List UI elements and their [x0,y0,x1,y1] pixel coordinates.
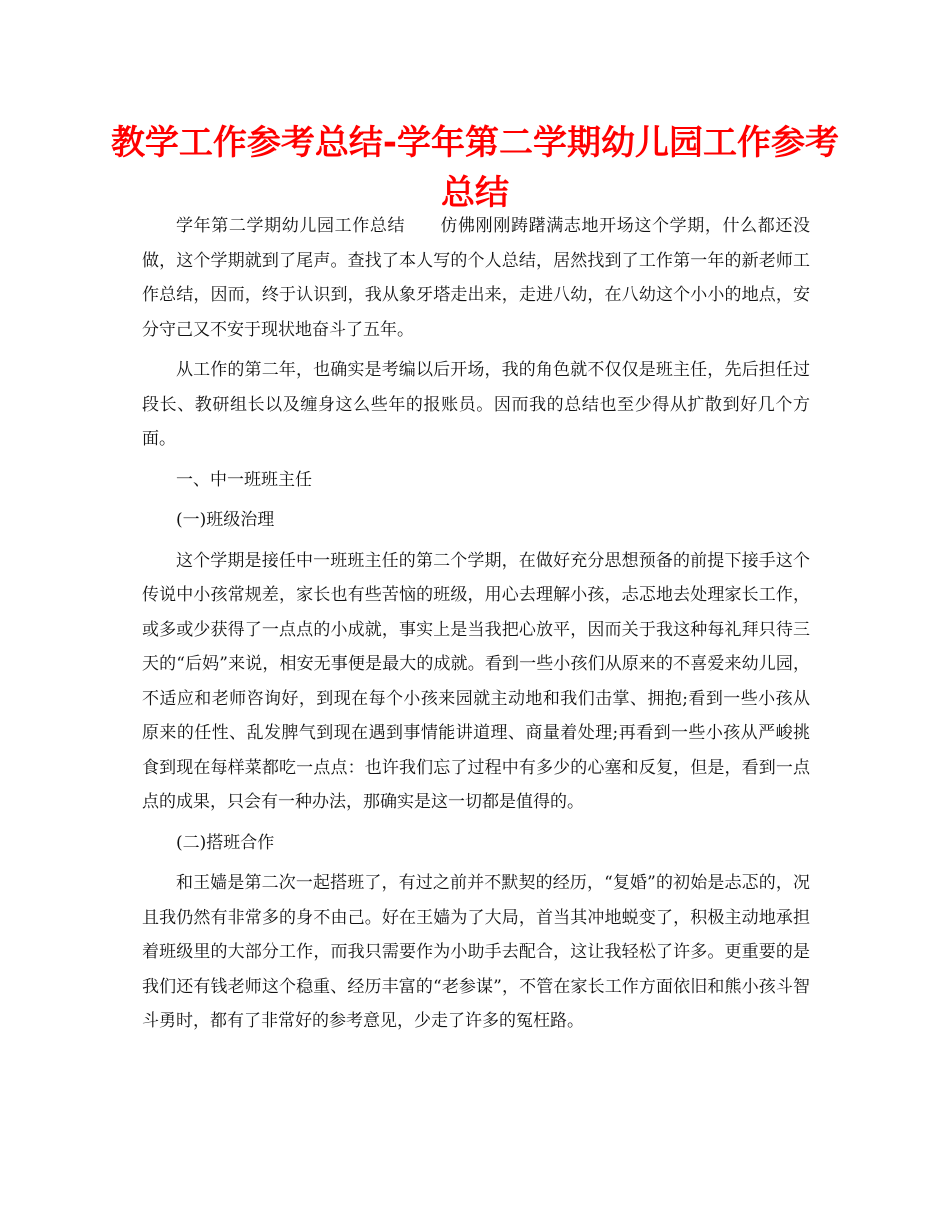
paragraph-class-management: 这个学期是接任中一班班主任的第二个学期，在做好充分思想预备的前提下接手这个传说中小孩常规差，家长也有些苦恼的班级，用心去理解小孩，忐忑地去处理家长工作，或多或少获得了一点点的小成就，事实上是当我把心放平，因而关于我这种每礼拜只待三天的“后妈”来说，相安无事便是最大的成就。看到一些小孩们从原来的不喜爱来幼儿园，不适应和老师咨询好，到现在每个小孩来园就主动地和我们击掌、拥抱;看到一些小孩从原来的任性、乱发脾气到现在遇到事情能讲道理、商量着处理;再看到一些小孩从严峻挑食到现在每样菜都吃一点点：也许我们忘了过程中有多少的心塞和反复，但是，看到一点点的成果，只会有一种办法，那确实是这一切都是值得的。 [142,550,810,812]
paragraph-roles: 从工作的第二年，也确实是考编以后开场，我的角色就不仅仅是班主任，先后担任过段长、教研组长以及缠身这么些年的报账员。因而我的总结也至少得从扩散到好几个方面。 [142,360,810,449]
subsection-heading-co-teaching: (二)搭班合作 [176,832,275,853]
paragraph-intro: 学年第二学期幼儿园工作总结 仿佛刚刚踌躇满志地开场这个学期，什么都还没做，这个学期就到了尾声。查找了本人写的个人总结，居然找到了工作第一年的新老师工作总结，因而，终于认识到，我从象牙塔走出来，走进八幼，在八幼这个小小的地点，安分守己又不安于现状地奋斗了五年。 [142,216,810,340]
section-heading-class-teacher: 一、中一班班主任 [176,469,312,490]
document-body [142,209,810,1045]
document-title: 教学工作参考总结-学年第二学期幼儿园工作参考总结 [110,123,840,213]
paragraph-co-teaching: 和王嫱是第二次一起搭班了，有过之前并不默契的经历，“复婚”的初始是忐忑的，况且我仍然有非常多的身不由己。好在王嫱为了大局，首当其冲地蜕变了，积极主动地承担着班级里的大部分工作，而我只需要作为小助手去配合，这让我轻松了许多。更重要的是我们还有钱老师这个稳重、经历丰富的“老参谋”，不管在家长工作方面依旧和熊小孩斗智斗勇时，都有了非常好的参考意见，少走了许多的冤枉路。 [142,873,810,1031]
subsection-heading-class-management: (一)班级治理 [176,510,275,530]
